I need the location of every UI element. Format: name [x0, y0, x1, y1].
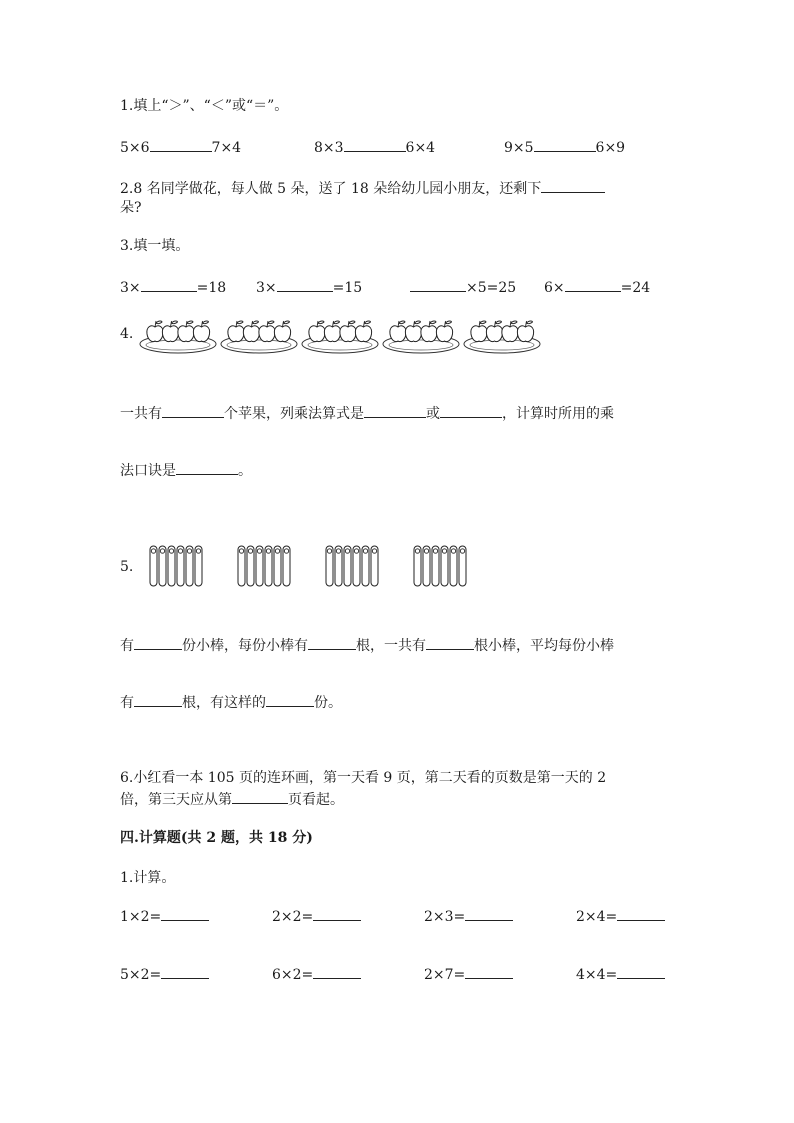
- q4-line2: [120, 460, 252, 481]
- calc-expression: 2×7=: [424, 967, 466, 983]
- stick: [159, 546, 166, 586]
- calc-expression: 1×2=: [120, 909, 162, 925]
- apple: [309, 321, 325, 342]
- stick: [344, 546, 351, 586]
- stick: [256, 546, 263, 586]
- q4-text: 。: [238, 463, 252, 479]
- apple-plate: [383, 321, 459, 353]
- q3-item: [120, 277, 226, 298]
- q1-item-right: 6×9: [595, 140, 626, 156]
- stick: [247, 546, 254, 586]
- answer-blank[interactable]: [232, 789, 288, 804]
- q3-item-after: =15: [332, 280, 363, 296]
- answer-blank[interactable]: [465, 964, 513, 979]
- answer-blank[interactable]: [364, 403, 426, 418]
- stick: [283, 546, 290, 586]
- q4-line1: [120, 403, 614, 424]
- section-title: 四.计算题(共 2 题，共 18 分): [120, 830, 313, 846]
- q5-text: 根，有这样的: [182, 695, 266, 711]
- q4-text: 个苹果，列乘法算式是: [224, 406, 364, 422]
- apple: [243, 321, 259, 342]
- stick: [186, 546, 193, 586]
- stick-group: [414, 546, 466, 586]
- q3-item-after: =18: [196, 280, 227, 296]
- apple: [147, 321, 163, 342]
- q4-text: 一共有: [120, 406, 162, 422]
- q3-item: [256, 277, 362, 298]
- calc-expression: 2×3=: [424, 909, 466, 925]
- apple: [259, 321, 275, 342]
- q1-item: [314, 137, 435, 158]
- q4-text: 法口诀是: [120, 463, 176, 479]
- stick: [265, 546, 272, 586]
- apple: [340, 321, 356, 342]
- q5-line2: [120, 692, 342, 713]
- q5-text: 有: [120, 695, 134, 711]
- q3-prompt: 3.填一填。: [120, 238, 190, 254]
- q1-item: [120, 137, 241, 158]
- answer-blank[interactable]: [534, 137, 596, 152]
- stick: [335, 546, 342, 586]
- apple-plate: [464, 321, 540, 353]
- calc-expression: 2×4=: [576, 909, 618, 925]
- q5-text: 根小棒，平均每份小棒: [474, 638, 614, 654]
- apple: [517, 321, 533, 342]
- stick: [274, 546, 281, 586]
- q1-item-left: 5×6: [120, 140, 150, 156]
- apple-plate: [221, 321, 297, 353]
- stick: [423, 546, 430, 586]
- answer-blank[interactable]: [617, 906, 665, 921]
- stick: [414, 546, 421, 586]
- stick: [168, 546, 175, 586]
- q1-item-right: 7×4: [211, 140, 242, 156]
- calc-item: [424, 964, 513, 985]
- calc-item: [120, 964, 209, 985]
- q1-prompt: 1.填上“＞”、“＜”或“＝”。: [120, 98, 289, 114]
- calc-item: [272, 906, 361, 927]
- calc-prompt: 1.计算。: [120, 870, 176, 886]
- answer-blank[interactable]: [150, 137, 212, 152]
- calc-expression: 4×4=: [576, 967, 618, 983]
- stick-group: [238, 546, 290, 586]
- q1-item-left: 8×3: [314, 140, 344, 156]
- apple: [274, 321, 290, 342]
- q2-text: 2.8 名同学做花，每人做 5 朵，送了 18 朵给幼儿园小朋友，还剩下: [120, 181, 542, 197]
- answer-blank[interactable]: [426, 635, 474, 650]
- calc-item: [120, 906, 209, 927]
- answer-blank[interactable]: [141, 277, 197, 292]
- answer-blank[interactable]: [344, 137, 406, 152]
- q4-number: 4.: [120, 326, 134, 342]
- stick: [450, 546, 457, 586]
- stick: [441, 546, 448, 586]
- q6-text: 倍，第三天应从第: [120, 792, 232, 808]
- calc-item: [272, 964, 361, 985]
- q3-item: [544, 277, 650, 298]
- apple: [471, 321, 487, 342]
- apple: [421, 321, 437, 342]
- answer-blank[interactable]: [617, 964, 665, 979]
- apple: [193, 321, 209, 342]
- q6-line1: 6.小红看一本 105 页的连环画，第一天看 9 页，第二天看的页数是第一天的 2: [120, 770, 607, 786]
- q3-item-before: 6×: [544, 280, 565, 296]
- stick: [432, 546, 439, 586]
- apple-plate: [302, 321, 378, 353]
- stick-group: [326, 546, 378, 586]
- stick: [362, 546, 369, 586]
- stick: [177, 546, 184, 586]
- q2-line2: 朵?: [120, 200, 142, 216]
- calc-item: [576, 964, 665, 985]
- apple-plates-illustration: [140, 316, 540, 356]
- q6-text: 页看起。: [288, 792, 344, 808]
- stick: [353, 546, 360, 586]
- answer-blank[interactable]: [134, 692, 182, 707]
- q5-line1: [120, 635, 614, 656]
- apple: [436, 321, 452, 342]
- calc-expression: 6×2=: [272, 967, 314, 983]
- answer-blank[interactable]: [308, 635, 356, 650]
- apple: [178, 321, 194, 342]
- q5-text: 有: [120, 638, 134, 654]
- calc-expression: 2×2=: [272, 909, 314, 925]
- answer-blank[interactable]: [277, 277, 333, 292]
- q2-line1: [120, 178, 605, 199]
- apple: [502, 321, 518, 342]
- q3-item: [410, 277, 516, 298]
- q1-item: [504, 137, 625, 158]
- answer-blank[interactable]: [134, 635, 182, 650]
- answer-blank[interactable]: [565, 277, 621, 292]
- answer-blank[interactable]: [161, 906, 209, 921]
- stick-groups-illustration: [146, 544, 486, 588]
- stick: [371, 546, 378, 586]
- q1-item-left: 9×5: [504, 140, 534, 156]
- apple-plate: [140, 321, 216, 353]
- answer-blank[interactable]: [440, 403, 502, 418]
- stick: [459, 546, 466, 586]
- q5-text: 份。: [314, 695, 342, 711]
- apple: [162, 321, 178, 342]
- calc-expression: 5×2=: [120, 967, 162, 983]
- stick: [195, 546, 202, 586]
- q3-item-before: 3×: [256, 280, 277, 296]
- answer-blank[interactable]: [162, 403, 224, 418]
- stick-group: [150, 546, 202, 586]
- q4-text: ，计算时所用的乘: [502, 406, 614, 422]
- answer-blank[interactable]: [465, 906, 513, 921]
- answer-blank[interactable]: [266, 692, 314, 707]
- answer-blank[interactable]: [161, 964, 209, 979]
- q3-item-after: =24: [620, 280, 651, 296]
- q3-item-before: 3×: [120, 280, 141, 296]
- answer-blank[interactable]: [541, 178, 605, 193]
- apple: [228, 321, 244, 342]
- q3-item-after: ×5=25: [466, 280, 517, 296]
- answer-blank[interactable]: [176, 460, 238, 475]
- answer-blank[interactable]: [410, 277, 466, 292]
- apple: [390, 321, 406, 342]
- calc-item: [424, 906, 513, 927]
- q6-line2: [120, 789, 344, 810]
- answer-blank[interactable]: [313, 964, 361, 979]
- q4-text: 或: [426, 406, 440, 422]
- apple: [324, 321, 340, 342]
- calc-item: [576, 906, 665, 927]
- q5-text: 根，一共有: [356, 638, 426, 654]
- apple: [486, 321, 502, 342]
- q5-number: 5.: [120, 559, 134, 575]
- apple: [405, 321, 421, 342]
- stick: [238, 546, 245, 586]
- q1-item-right: 6×4: [405, 140, 436, 156]
- stick: [150, 546, 157, 586]
- stick: [326, 546, 333, 586]
- q5-text: 份小棒，每份小棒有: [182, 638, 308, 654]
- apple: [355, 321, 371, 342]
- answer-blank[interactable]: [313, 906, 361, 921]
